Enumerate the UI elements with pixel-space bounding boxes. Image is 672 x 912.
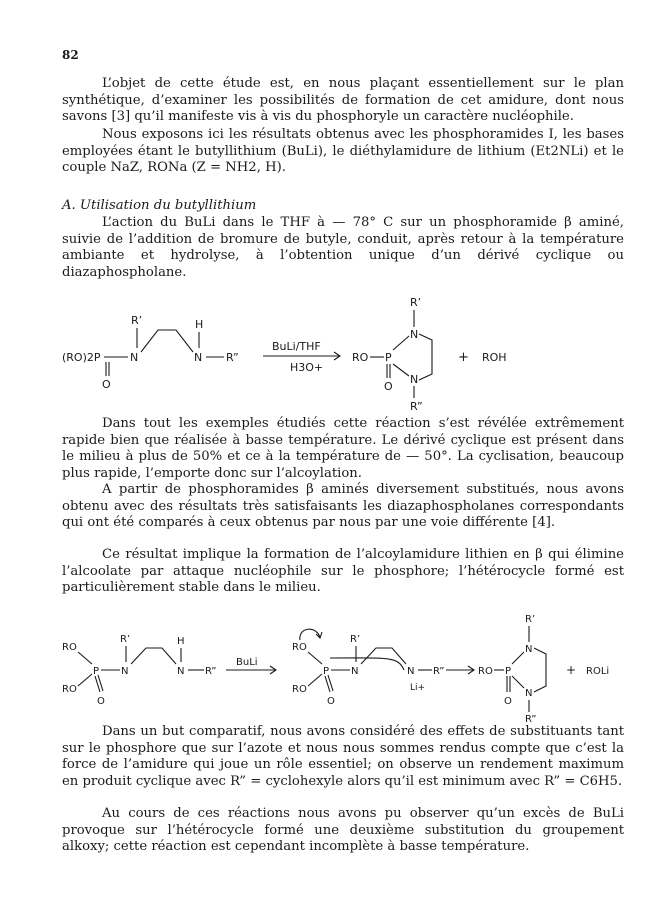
paragraph-rapidity: Dans tout les exemples étudiés cette réaction s’est révélée extrêmement rapide bien que réalisée à basse température. Le dérivé cyclique est présent dans le milieu à plus de 50% et ce à la température de — 50°. La cyclisation, beaucoup plus rapide, l’emporte donc sur l’alcoylation. — [62, 416, 624, 481]
scheme1-reagent-top: BuLi/THF — [272, 340, 321, 353]
scheme2-r-double-prime: R” — [205, 666, 217, 677]
scheme1-hydrogen: H — [195, 318, 204, 331]
scheme2-product-nitrogen-bottom: N — [525, 688, 533, 699]
reaction-scheme-2 — [0, 608, 672, 728]
scheme2-oxygen: O — [97, 696, 105, 707]
scheme1-nitrogen-1: N — [130, 351, 139, 364]
scheme1-r-prime: R’ — [131, 314, 143, 327]
paragraph-butyllithium-action: L’action du BuLi dans le THF à — 78° C sur un phosphoramide β aminé, suivie de l’addition de bromure de butyle, conduit, après retour à la température ambiante et hydrolyse, à l’obtention unique d’un dérivé cyclique ou diazaphospholane. — [62, 215, 624, 280]
scheme1-product-r-double-prime: R” — [410, 400, 423, 413]
scheme1-product-nitrogen-bottom: N — [410, 373, 419, 386]
scheme2-product-ro: RO — [478, 666, 493, 677]
scheme2-intermediate-ro-bottom: RO — [292, 684, 307, 695]
paragraph-excess-buli: Au cours de ces réactions nous avons pu observer qu’un excès de BuLi provoque sur l’hétérocycle formé une deuxième substitution du groupement alkoxy; cette réaction est cependant incomplète à basse température. — [62, 806, 624, 854]
scheme1-product-phosphorus: P — [385, 351, 392, 364]
scheme2-lithium-ion: Li+ — [410, 683, 426, 693]
scheme2-intermediate-r-prime: R’ — [350, 634, 361, 645]
paragraph-bases: Nous exposons ici les résultats obtenus avec les phosphoramides I, les bases employées étant le butyllithium (BuLi), le diéthylamidure de lithium (Et2NLi) et le couple NaZ, RONa (Z = NH2, H). — [62, 127, 624, 175]
scheme2-intermediate-oxygen: O — [327, 696, 335, 707]
paragraph-mechanism: Ce résultat implique la formation de l’alcoylamidure lithien en β qui élimine l’alcoolate par attaque nucléophile sur le phosphore; l’hétérocycle formé est particulièrement stable dans le milieu. — [62, 547, 624, 595]
scheme2-hydrogen: H — [177, 636, 185, 647]
paragraph-substituted: A partir de phosphoramides β aminés diversement substitués, nous avons obtenu avec des résultats très satisfaisants les diazaphospholanes correspondants qui ont été comparés à ceux obtenus par nous par une voie différente [4]. — [62, 482, 624, 530]
scheme2-intermediate-r-double-prime: R” — [433, 666, 445, 677]
paragraph-intro: L’objet de cette étude est, en nous plaçant essentiellement sur le plan synthétique, d’examiner les possibilités de formation de cet amidure, dont nous savons [3] qu’il manifeste vis à vis du phosphoryle un caractère nucléophile. — [62, 76, 624, 124]
scheme1-reagent-bottom: H3O+ — [290, 361, 324, 374]
scheme1-product-ro: RO — [352, 351, 369, 364]
scheme2-ro-top: RO — [62, 642, 77, 653]
section-heading: A. Utilisation du butyllithium — [62, 198, 257, 213]
paragraph-comparative: Dans un but comparatif, nous avons considéré des effets de substituants tant sur le phosphore que sur l’azote et nous nous sommes rendus compte que c’est la force de l’amidure qui joue un rôle essentiel; on observe un rendement maximum en produit cyclique avec R” = cyclohexyle alors qu’il est minimum avec R” = C6H5. — [62, 724, 624, 789]
scheme2-reagent: BuLi — [236, 657, 258, 668]
scheme1-product-oxygen: O — [384, 380, 393, 393]
scheme2-product-phosphorus: P — [505, 666, 512, 677]
page-number: 82 — [62, 48, 79, 62]
scheme2-product-r-double-prime: R” — [525, 714, 537, 725]
scheme2-ro-bottom: RO — [62, 684, 77, 695]
scheme2-nitrogen-1: N — [121, 666, 129, 677]
scheme2-r-prime: R’ — [120, 634, 131, 645]
scheme2-intermediate-phosphorus: P — [323, 666, 330, 677]
scheme1-nitrogen-2: N — [194, 351, 203, 364]
scheme2-byproduct: ROLi — [586, 666, 610, 677]
scheme2-intermediate-nitrogen-1: N — [351, 666, 359, 677]
scheme1-reactant-group: (RO)2P — [62, 351, 101, 364]
scheme1-product-r-prime: R’ — [410, 296, 422, 309]
scheme1-oxygen: O — [102, 378, 111, 391]
reaction-scheme-1 — [0, 290, 672, 420]
scheme2-plus: + — [566, 663, 577, 677]
scheme2-product-oxygen: O — [504, 696, 512, 707]
scheme1-byproduct: ROH — [482, 351, 507, 364]
scheme1-product-nitrogen-top: N — [410, 328, 419, 341]
scheme2-intermediate-ro-top: RO — [292, 642, 307, 653]
scheme1-plus: + — [458, 350, 469, 365]
scheme2-product-r-prime: R’ — [525, 614, 536, 625]
scheme2-product-nitrogen-top: N — [525, 644, 533, 655]
scheme2-intermediate-nitrogen-2: N — [407, 666, 415, 677]
scheme1-r-double-prime: R” — [226, 351, 239, 364]
scheme2-nitrogen-2: N — [177, 666, 185, 677]
scheme2-phosphorus: P — [93, 666, 100, 677]
